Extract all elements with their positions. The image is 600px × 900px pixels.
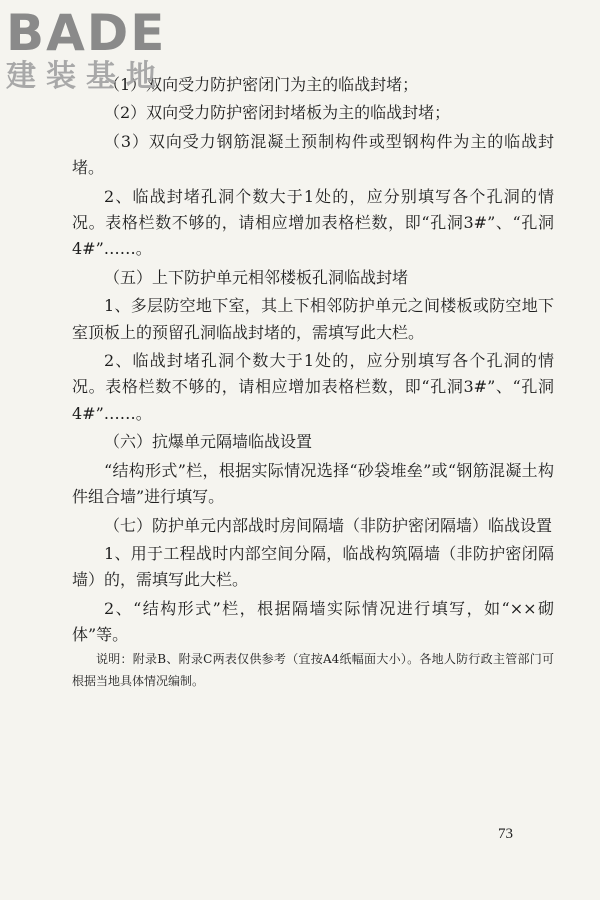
paragraph: 2、临战封堵孔洞个数大于1处的，应分别填写各个孔洞的情况。表格栏数不够的，请相应增加表格栏数，即“孔洞3#”、“孔洞4#”……。 <box>72 351 554 423</box>
body-text <box>72 72 554 649</box>
section-heading: （五）上下防护单元相邻楼板孔洞临战封堵 <box>104 267 409 287</box>
section-heading: （七）防护单元内部战时房间隔墙（非防护密闭隔墙）临战设置 <box>104 515 553 535</box>
paragraph: 2、“结构形式”栏，根据隔墙实际情况进行填写，如“××砌体”等。 <box>72 598 554 645</box>
paragraph: 1、用于工程战时内部空间分隔，临战构筑隔墙（非防护密闭隔墙）的，需填写此大栏。 <box>72 543 554 590</box>
paragraph: （1）双向受力防护密闭门为主的临战封堵； <box>104 75 419 94</box>
watermark-brand: BADE <box>6 4 167 62</box>
paragraph: 1、多层防空地下室，其上下相邻防护单元之间楼板或防空地下室顶板上的预留孔洞临战封堵的，需填写此大栏。 <box>72 296 554 342</box>
watermark-subtitle: 建装基地 <box>6 59 166 94</box>
paragraph: （3）双向受力钢筋混凝土预制构件或型钢构件为主的临战封堵。 <box>72 131 554 178</box>
paragraph: （2）双向受力防护密闭封堵板为主的临战封堵； <box>104 103 451 123</box>
section-heading: （六）抗爆单元隔墙临战设置 <box>104 432 313 452</box>
footnote: 说明：附录B、附录C两表仅供参考（宜按A4纸幅面大小）。各地人防行政主管部门可根据当地具体情况编制。 <box>72 652 554 688</box>
paragraph: “结构形式”栏，根据实际情况选择“砂袋堆垒”或“钢筋混凝土构件组合墙”进行填写。 <box>72 460 554 507</box>
page-number: 73 <box>498 826 513 842</box>
paragraph: 2、临战封堵孔洞个数大于1处的，应分别填写各个孔洞的情况。表格栏数不够的，请相应增加表格栏数，即“孔洞3#”、“孔洞4#”……。 <box>72 186 554 259</box>
watermark-logo <box>6 6 196 102</box>
